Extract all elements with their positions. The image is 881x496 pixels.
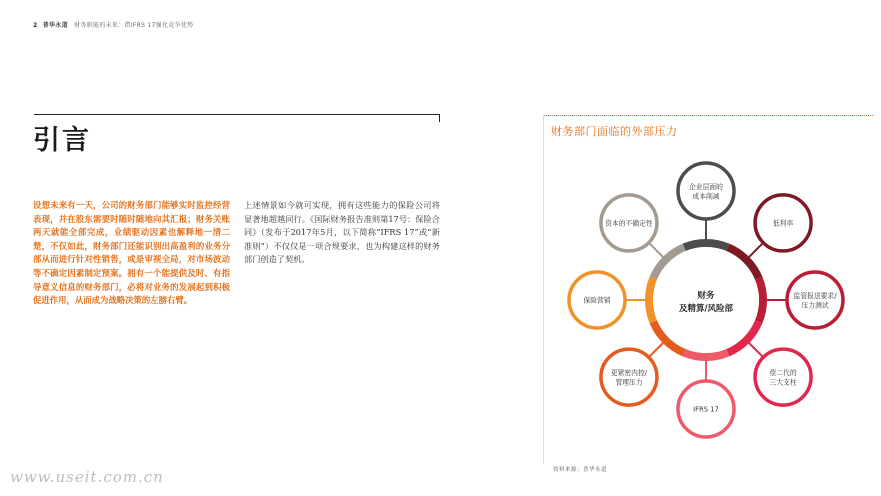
pressure-node-label: 成本削减 bbox=[692, 192, 720, 201]
page-number: 2 bbox=[33, 22, 38, 29]
connector-line bbox=[649, 343, 663, 357]
connector-line bbox=[749, 343, 763, 357]
connector-line bbox=[649, 243, 663, 257]
connector-line bbox=[749, 243, 763, 257]
watermark: www.useit.com.cn bbox=[10, 468, 164, 486]
diagram-title: 财务部门面临的外部压力 bbox=[551, 125, 678, 138]
pressure-node bbox=[787, 272, 843, 328]
pressure-node-label: 压力测试 bbox=[801, 301, 829, 310]
pressure-node bbox=[755, 349, 811, 405]
pressure-node-label: 企业层面的 bbox=[689, 182, 723, 191]
document-subtitle: 财务职能的未来：借IFRS 17强化竞争优势 bbox=[74, 22, 194, 29]
pressure-node-label: 三大支柱 bbox=[769, 378, 797, 387]
pressure-node-label: 资本的不确定性 bbox=[605, 219, 653, 228]
pressure-node-label: 保险营销 bbox=[583, 296, 611, 305]
pressure-node-label: 低利率 bbox=[772, 219, 794, 228]
pressure-node bbox=[678, 163, 734, 219]
pressure-node bbox=[601, 349, 657, 405]
pressure-node-label: IFRS 17 bbox=[693, 405, 719, 414]
intro-body-paragraph: 上述情景如今就可实现，拥有这些能力的保险公司将显著地超越同行。《国际财务报告准则第17号：保险合同》（发布于2017年5月，以下简称“IFRS 17”或“新准则”）不仅仅是一项合规要求，也为构建这样的财务部门创造了契机。 bbox=[244, 200, 440, 265]
pressure-node-label: 监管报送要求/ bbox=[793, 291, 837, 300]
pressure-node-label: 偿二代的 bbox=[769, 368, 797, 377]
center-label-line-1: 财务 bbox=[697, 291, 715, 301]
pressure-node-label: 更紧密内控/ bbox=[610, 368, 648, 377]
center-label-line-2: 及精算/风险部 bbox=[678, 304, 734, 314]
brand-name: 普华永道 bbox=[42, 22, 68, 29]
intro-title: 引言 bbox=[33, 125, 91, 156]
source-note: 资料来源：普华永道 bbox=[553, 467, 608, 473]
pressure-node-label: 管理压力 bbox=[615, 378, 643, 387]
intro-lead-paragraph: 设想未来有一天，公司的财务部门能够实时监控经营表现，并在股东需要时随时随地向其汇报；财务关账两天就能全部完成，业绩驱动因素也解释地一清二楚，不仅如此，财务部门还能识别出高盈利的业务分部从而进行针对性销售，或是审视全局，对市场波动等不确定因素制定预案。拥有一个能提供及时、有指导意义信息的财务部门，必将对业务的发展起到积极促进作用，从而成为战略决策的左膀右臂。 bbox=[33, 200, 230, 306]
